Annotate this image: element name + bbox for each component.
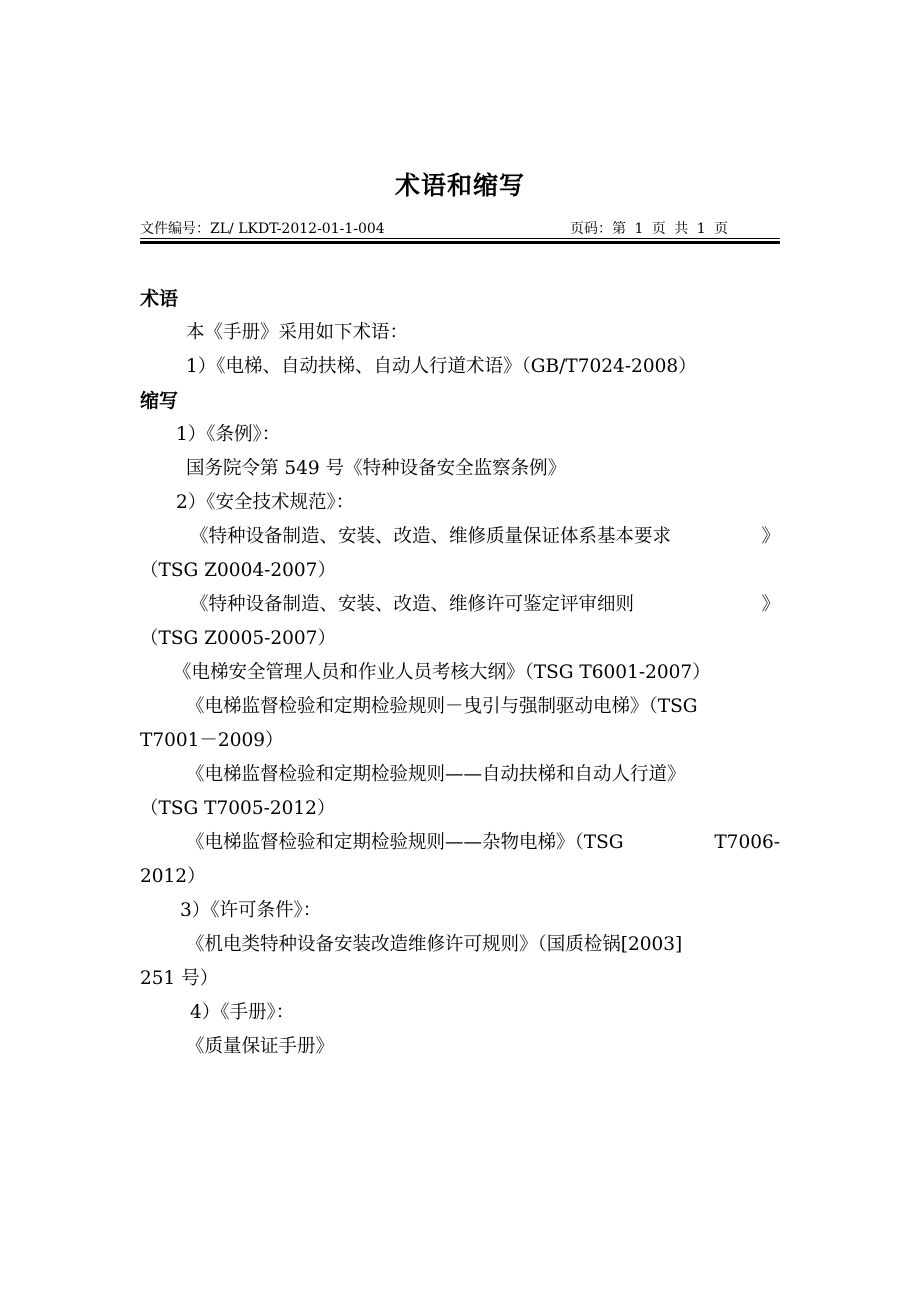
spec-1-code: （TSG Z0004-2007） (140, 560, 336, 581)
header-rule-thin (140, 238, 780, 239)
spec-2-title (140, 593, 780, 617)
regulation-label: 1）《条例》： (176, 424, 281, 445)
terms-heading: 术语 (140, 288, 179, 310)
spec-1-title (140, 525, 780, 549)
page-info: 页码：第 1 页 共 1 页 (570, 221, 729, 237)
document-number: 文件编号：ZL/ LKDT-2012-01-1-004 (140, 221, 385, 237)
license-line-2: 251 号） (140, 968, 219, 989)
spec-1-title-close: 》 (761, 526, 780, 547)
page-title: 术语和缩写 (394, 171, 525, 200)
spec-6-title-text: 《电梯监督检验和定期检验规则——杂物电梯》（TSG (186, 832, 624, 853)
license-label: 3）《许可条件》： (180, 900, 322, 921)
spec-3: 《电梯安全管理人员和作业人员考核大纲》（TSG T6001-2007） (173, 662, 711, 683)
spec-4-line-1: 《电梯监督检验和定期检验规则－曳引与强制驱动电梯》（TSG (186, 696, 698, 717)
spec-2-title-close: 》 (761, 594, 780, 615)
abbreviations-heading: 缩写 (140, 390, 179, 412)
regulation-text: 国务院令第 549 号《特种设备安全监察条例》 (186, 458, 567, 479)
spec-1-title-text: 《特种设备制造、安装、改造、维修质量保证体系基本要求 (190, 526, 672, 547)
spec-6-title-code: T7006- (714, 832, 780, 853)
spec-2-code: （TSG Z0005-2007） (140, 628, 336, 649)
spec-5-line-1: 《电梯监督检验和定期检验规则——自动扶梯和自动人行道》 (186, 764, 686, 785)
license-line-1: 《机电类特种设备安装改造维修许可规则》（国质检锅[2003] (186, 934, 683, 955)
spec-5-line-2: （TSG T7005-2012） (140, 798, 336, 819)
manual-text: 《质量保证手册》 (186, 1036, 335, 1057)
document-header (140, 218, 780, 238)
header-rule-thick (140, 241, 780, 244)
terms-item-1: 1）《电梯、自动扶梯、自动人行道术语》（GB/T7024-2008） (186, 356, 697, 377)
manual-label: 4）《手册》： (190, 1002, 295, 1023)
tech-spec-label: 2）《安全技术规范》： (176, 492, 355, 513)
spec-4-line-2: T7001－2009） (140, 730, 284, 751)
spec-6-line-1 (140, 831, 780, 855)
spec-2-title-text: 《特种设备制造、安装、改造、维修许可鉴定评审细则 (190, 594, 635, 615)
spec-6-line-2: 2012） (140, 866, 206, 887)
terms-intro: 本《手册》采用如下术语： (186, 322, 409, 343)
